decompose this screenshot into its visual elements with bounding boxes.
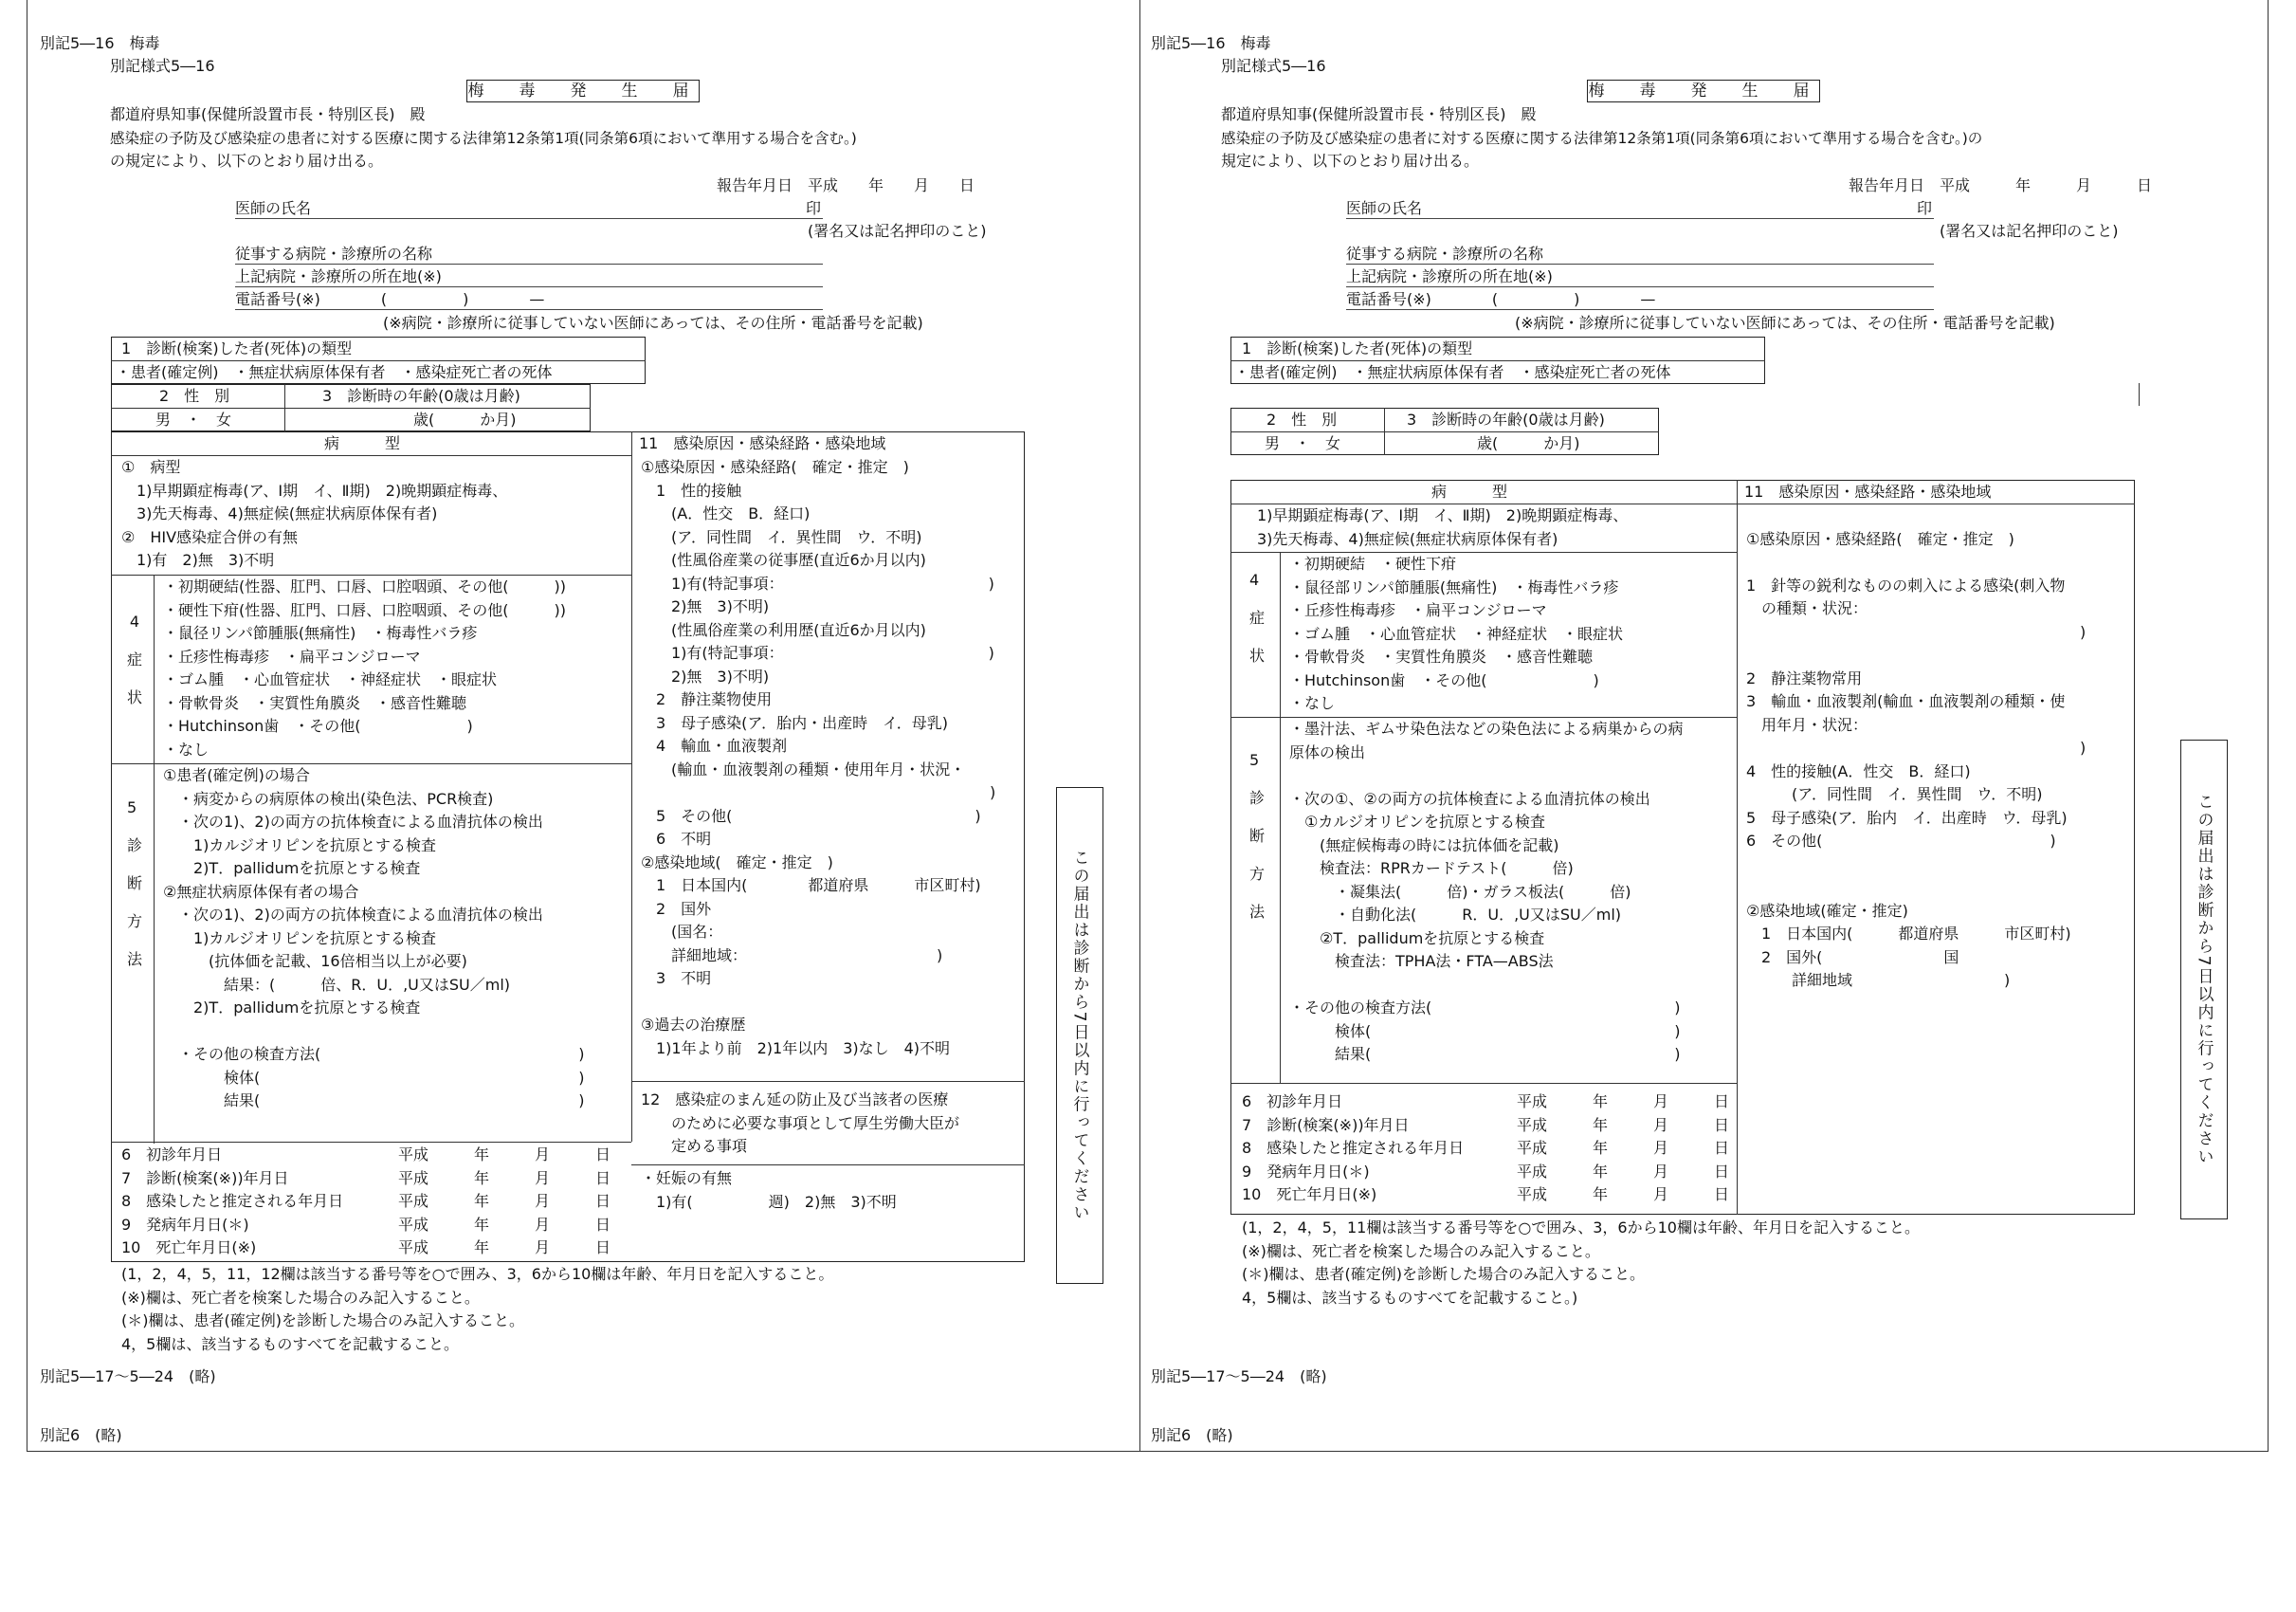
right-seal: 印 xyxy=(1917,199,1933,217)
left-sex-options[interactable]: 男 ・ 女 xyxy=(155,411,232,429)
right-header-1: 別記5―16 梅毒 xyxy=(1151,34,1271,52)
left-seal: 印 xyxy=(806,199,822,217)
left-hospital-addr-field[interactable] xyxy=(235,286,823,287)
right-disease-type-header: 病 型 xyxy=(1431,483,1508,501)
left-dates-labels: 6 初診年月日 7 診断(検案(※))年月日 8 感染したと推定される年月日 9 発病年月日(＊) 10 死亡年月日(※) xyxy=(121,1145,344,1256)
right-sec11-header: 11 感染原因・感染経路・感染地域 xyxy=(1744,483,1992,501)
left-sec1-title: 1 診断(検案)した者(死体)の類型 xyxy=(121,339,353,357)
left-hospital-name-label: 従事する病院・診療所の名称 xyxy=(235,245,433,263)
left-phone-field[interactable] xyxy=(235,309,823,310)
right-stray-mark xyxy=(2139,383,2140,406)
right-sex-options[interactable]: 男 ・ 女 xyxy=(1265,434,1341,452)
right-sec4-label-sep xyxy=(1280,552,1281,1083)
right-sex-age-sep xyxy=(1384,408,1385,455)
right-hospital-name-label: 従事する病院・診療所の名称 xyxy=(1346,245,1544,263)
right-side-note-box xyxy=(2180,740,2228,1219)
left-sec12-top xyxy=(631,1081,1025,1082)
right-hospital-name-field[interactable] xyxy=(1346,264,1934,265)
page-bottom-border xyxy=(27,1451,2269,1452)
left-hospital-addr-label: 上記病院・診療所の所在地(※) xyxy=(235,267,442,285)
left-sec11-header: 11 感染原因・感染経路・感染地域 xyxy=(639,434,886,452)
left-sec1-options[interactable]: ・患者(確定例) ・無症状病原体保有者 ・感染症死亡者の死体 xyxy=(116,363,553,381)
right-sec11-body[interactable]: ①感染原因・感染経路( 確定・推定 ) 1 針等の鋭利なものの刺入による感染(刺入物 の種類・状況： ) 2 静注薬物常用 3 輸血・血液製剤(輸血・血液製剤の種類・使 用年月・状況： ) 4 性的接触(A．性交 B．経口) (ア．同性間 イ．異性間 ウ．不明) 5 母子感染(ア．胎内 イ．出産時 ウ．母乳) 6 その他( ) ②感染地域(確定・推定) 1 日本国内( 都道府県 市区町村) 2 国外( 国 詳細地域 ) xyxy=(1746,529,2086,989)
right-disease-type-block[interactable]: 1)早期顕症梅毒(ア、Ⅰ期 イ、Ⅱ期) 2)晩期顕症梅毒、 3)先天梅毒、4)無症候(無症状病原体保有者) xyxy=(1257,506,1629,548)
right-report-date[interactable]: 報告年月日 平成 年 月 日 xyxy=(1849,176,2153,194)
left-notes: (1，2，4，5，11，12欄は該当する番号等を○で囲み、3，6から10欄は年齢、年月日を記入すること。 (※)欄は、死亡者を検案した場合のみ記入すること。 (＊)欄は、患者(確定例)を診断した場合のみ記入すること。 4，5欄は、該当するものすべてを記載すること。 xyxy=(121,1265,834,1353)
left-age-value[interactable]: 歳( か月) xyxy=(413,411,517,429)
left-sec4-label: 4 症 状 xyxy=(127,613,143,706)
right-sec4-symptoms[interactable]: ・初期硬結 ・硬性下疳 ・鼠径部リンパ節腫脹(無痛性) ・梅毒性バラ疹 ・丘疹性梅毒疹 ・扁平コンジローマ ・ゴム腫 ・心血管症状 ・神経症状 ・眼症状 ・骨軟骨炎 ・実質性角膜炎 ・感音性難聴 ・Hutchinson歯 ・その他( ) ・なし xyxy=(1289,555,1624,712)
right-footer-2: 別記6 (略) xyxy=(1151,1426,1233,1444)
right-addressee: 都道府県知事(保健所設置市長・特別区長) 殿 xyxy=(1221,105,1537,123)
right-dates-labels: 6 初診年月日 7 診断(検案(※))年月日 8 感染したと推定される年月日 9 発病年月日(＊) 10 死亡年月日(※) xyxy=(1242,1092,1465,1203)
left-sec12-text: 12 感染症のまん延の防止及び当該者の医療 のために必要な事項として厚生労働大臣が 定める事項 xyxy=(641,1090,960,1155)
right-sec5-label: 5 診 断 方 法 xyxy=(1249,751,1266,921)
left-dates-values[interactable]: 平成 年 月 日 平成 年 月 日 平成 年 月 日 平成 年 月 日 平成 年 月 日 xyxy=(398,1145,611,1256)
right-seal-note: (署名又は記名押印のこと) xyxy=(1940,222,2119,240)
right-notes: (1，2，4，5，11欄は該当する番号等を○で囲み、3，6から10欄は年齢、年月日を記入すること。 (※)欄は、死亡者を検案した場合のみ記入すること。 (＊)欄は、患者(確定例)を診断した場合のみ記入すること。 4，5欄は、該当するものすべてを記載すること。) xyxy=(1242,1218,1920,1307)
right-doctor-name-label: 医師の氏名 xyxy=(1346,199,1423,217)
left-main-col-sep xyxy=(631,431,632,1142)
left-phone[interactable]: 電話番号(※) ( ) — xyxy=(235,290,545,308)
right-dates-values[interactable]: 平成 年 月 日 平成 年 月 日 平成 年 月 日 平成 年 月 日 平成 年 月 日 xyxy=(1517,1092,1730,1203)
left-sec5-label: 5 診 断 方 法 xyxy=(127,798,143,968)
right-age-label: 3 診断時の年齢(0歳は月齢) xyxy=(1407,411,1605,429)
left-age-label: 3 診断時の年齢(0歳は月齢) xyxy=(322,387,520,405)
right-main-col-sep xyxy=(1737,480,1738,1215)
right-doctor-name-field[interactable] xyxy=(1346,218,1934,219)
left-sec4-symptoms[interactable]: ・初期硬結(性器、肛門、口唇、口腔咽頭、その他( )) ・硬性下疳(性器、肛門、口唇、口腔咽頭、その他( )) ・鼠径リンパ節腫脹(無痛性) ・梅毒性バラ疹 ・丘疹性梅毒疹 ・扁平コンジローマ ・ゴム腫 ・心血管症状 ・神経症状 ・眼症状 ・骨軟骨炎 ・実質性角膜炎 ・感音性難聴 ・Hutchinson歯 ・その他( ) ・なし xyxy=(163,577,566,759)
left-side-note-box xyxy=(1056,787,1103,1284)
right-sec1-options[interactable]: ・患者(確定例) ・無症状病原体保有者 ・感染症死亡者の死体 xyxy=(1234,363,1671,381)
right-phone[interactable]: 電話番号(※) ( ) — xyxy=(1346,290,1656,308)
right-hospital-addr-field[interactable] xyxy=(1346,286,1934,287)
left-side-note: この届出は診断から7日以内に行ってください xyxy=(1069,849,1089,1222)
right-sec4-label: 4 症 状 xyxy=(1249,571,1266,665)
left-disease-type-block[interactable]: ① 病型 1)早期顕症梅毒(ア、Ⅰ期 イ、Ⅱ期) 2)晩期顕症梅毒、 3)先天梅毒、4)無症候(無症状病原体保有者) ② HIV感染症合併の有無 1)有 2)無 3)不明 xyxy=(121,458,508,569)
right-intro-2: 規定により、以下のとおり届け出る。 xyxy=(1221,152,1480,170)
page-right-border xyxy=(2268,0,2269,1451)
right-age-value[interactable]: 歳( か月) xyxy=(1477,434,1580,452)
right-sec5-methods[interactable]: ・墨汁法、ギムサ染色法などの染色法による病巣からの病 原体の検出 ・次の①、②の両方の抗体検査による血清抗体の検出 ①カルジオリピンを抗原とする検査 (無症候梅毒の時には抗体価を記載) 検査法：RPRカードテスト( 倍) ・凝集法( 倍)・ガラス板法( 倍) ・自動化法( R．U．,U又はSU／ml) ②T．pallidumを抗原とする検査 検査法：TPHA法・FTA—ABS法 ・その他の検査方法( ) 検体( ) 結果( ) xyxy=(1289,720,1684,1063)
left-phone-note: (※病院・診療所に従事していない医師にあっては、その住所・電話番号を記載) xyxy=(383,314,923,332)
page-divider xyxy=(1139,0,1140,1451)
left-doctor-name-field[interactable] xyxy=(235,218,823,219)
left-header-1: 別記5―16 梅毒 xyxy=(40,34,160,52)
left-sec12-divider xyxy=(631,1164,1025,1165)
right-header-2: 別記様式5―16 xyxy=(1221,57,1326,75)
left-dates-top xyxy=(111,1142,631,1143)
right-hospital-addr-label: 上記病院・診療所の所在地(※) xyxy=(1346,267,1553,285)
left-intro-2: の規定により、以下のとおり届け出る。 xyxy=(110,152,384,170)
right-phone-note: (※病院・診療所に従事していない医師にあっては、その住所・電話番号を記載) xyxy=(1515,314,2055,332)
left-sex-label: 2 性 別 xyxy=(159,387,230,405)
left-sec11-body[interactable]: ①感染原因・感染経路( 確定・推定 ) 1 性的接触 (A．性交 B．経口) (ア．同性間 イ．異性間 ウ．不明) (性風俗産業の従事歴(直近6か月以内) 1)有(特記事項： ) 2)無 3)不明) (性風俗産業の利用歴(直近6か月以内) 1)有(特記事項： ) 2)無 3)不明) 2 静注薬物使用 3 母子感染(ア．胎内・出産時 イ．母乳) 4 輸血・血液製剤 (輸血・血液製剤の種類・使用年月・状況・ ) 5 その他( ) 6 不明 ②感染地域( 確定・推定 ) 1 日本国内( 都道府県 市区町村) 2 国外 (国名： 詳細地域： ) 3 不明 ③過去の治療歴 1)1年より前 2)1年以内 3)なし 4)不明 xyxy=(641,458,996,1057)
left-pregnancy[interactable]: ・妊娠の有無 1)有( 週) 2)無 3)不明 xyxy=(641,1169,897,1211)
left-sex-age-sep xyxy=(284,384,285,431)
left-addressee: 都道府県知事(保健所設置市長・特別区長) 殿 xyxy=(110,105,426,123)
right-side-note: この届出は診断から7日以内に行ってください xyxy=(2194,793,2214,1166)
left-sec5-methods[interactable]: ①患者(確定例)の場合 ・病変からの病原体の検出(染色法、PCR検査) ・次の1)、2)の両方の抗体検査による血清抗体の検出 1)カルジオリピンを抗原とする検査 2)T．pallidumを抗原とする検査 ②無症状病原体保有者の場合 ・次の1)、2)の両方の抗体検査による血清抗体の検出 1)カルジオリピンを抗原とする検査 (抗体価を記載、16倍相当以上が必要) 結果：( 倍、R．U．,U又はSU／ml) 2)T．pallidumを抗原とする検査 ・その他の検査方法( ) 検体( ) 結果( ) xyxy=(163,766,585,1109)
left-doctor-name-label: 医師の氏名 xyxy=(235,199,312,217)
left-footer-1: 別記5―17～5―24 (略) xyxy=(40,1367,216,1385)
left-report-date[interactable]: 報告年月日 平成 年 月 日 xyxy=(717,176,975,194)
left-header-2: 別記様式5―16 xyxy=(110,57,215,75)
right-phone-field[interactable] xyxy=(1346,309,1934,310)
left-seal-note: (署名又は記名押印のこと) xyxy=(808,222,987,240)
left-form-title: 梅 毒 発 生 届 xyxy=(467,82,699,101)
left-intro-1: 感染症の予防及び感染症の患者に対する医療に関する法律第12条第1項(同条第6項において準用する場合を含む。) xyxy=(110,130,857,147)
left-footer-2: 別記6 (略) xyxy=(40,1426,122,1444)
right-sec1-title: 1 診断(検案)した者(死体)の類型 xyxy=(1242,339,1473,357)
right-sex-label: 2 性 別 xyxy=(1266,411,1338,429)
left-hospital-name-field[interactable] xyxy=(235,264,823,265)
right-intro-1: 感染症の予防及び感染症の患者に対する医療に関する法律第12条第1項(同条第6項において準用する場合を含む。)の xyxy=(1221,130,1983,147)
right-footer-1: 別記5―17～5―24 (略) xyxy=(1151,1367,1327,1385)
right-dates-top xyxy=(1230,1083,1737,1084)
left-disease-type-header: 病 型 xyxy=(324,434,401,452)
left-sec4-label-sep xyxy=(154,575,155,1144)
right-form-title: 梅 毒 発 生 届 xyxy=(1588,82,1819,101)
